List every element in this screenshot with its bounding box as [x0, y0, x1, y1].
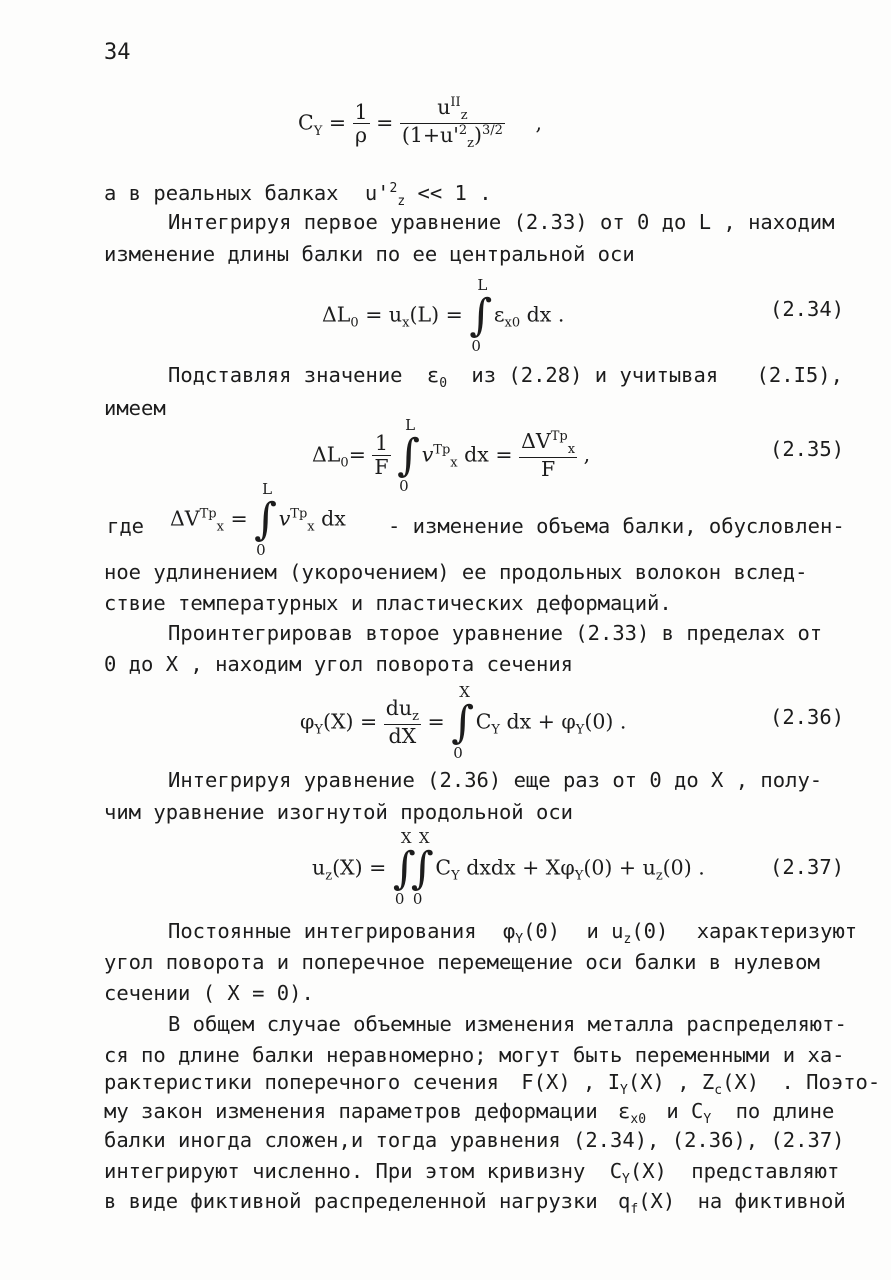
paragraph-line: сечении ( X = 0).	[104, 981, 314, 1005]
paragraph-line: изменение длины балки по ее центральной оси	[104, 242, 635, 266]
fraction-one-over-rho: $\frac{1}{\rho}$	[354, 99, 368, 148]
paragraph-line: ное удлинением (укорочением) ее продольных волокон вслед-	[104, 560, 808, 584]
equation-2-36: $\varphi_Y(X)$ = $\frac{du_z}{dX}$ = ∫ X 0 $C_Y$ dx + $\varphi_Y(0)$ .	[300, 682, 627, 762]
paragraph-line: Интегрируя уравнение (2.36) еще раз от 0 до X , полу-	[168, 768, 823, 792]
equation-number: (2.37)	[770, 855, 845, 879]
paragraph-line: му закон изменения параметров деформации $\varepsilon_{x0}$ и $C_Y$ по длине	[104, 1099, 835, 1128]
paragraph-line: Интегрируя первое уравнение (2.33) от 0 до L , находим	[168, 210, 835, 234]
equation-number: (2.36)	[770, 705, 845, 729]
paragraph-line: Постоянные интегрирования $\varphi_Y(0)$ и $u_z(0)$ характеризуют	[168, 919, 858, 948]
paragraph-line: интегрируют численно. При этом кривизну $C_Y(X)$ представляют	[104, 1159, 840, 1188]
equation-number: (2.34)	[770, 297, 845, 321]
page-number: 34	[104, 40, 131, 65]
paragraph-line: чим уравнение изогнутой продольной оси	[104, 800, 573, 824]
paragraph-line: ствие температурных и пластических деформаций.	[104, 591, 672, 615]
integral-sign: ∫ L 0	[397, 415, 421, 495]
integral-sign: ∫ L 0	[469, 276, 493, 355]
fraction-second-derivative: $\frac{u^{II}_z}{(1+u'^2_z)^{3/2}}$	[401, 95, 503, 152]
paragraph-line: балки иногда сложен,и тогда уравнения (2.34), (2.36), (2.37)	[104, 1128, 845, 1152]
paragraph-line: Проинтегрировав второе уравнение (2.33) в пределах от	[168, 621, 823, 645]
paragraph-line: Подставляя значение $\varepsilon_0$ из (2.28) и учитывая (2.I5),	[168, 363, 843, 392]
line-real-beams: а в реальных балках $u'^2_z << 1$ .	[104, 181, 492, 210]
paragraph-line: 0 до X , находим угол поворота сечения	[104, 652, 573, 676]
where-formula: $\Delta V^{Тр}_x$ = ∫ L 0 $v^{Тр}_x$ dx	[170, 480, 346, 559]
paragraph-line: в виде фиктивной распределенной нагрузки $q_f(X)$ на фиктивной	[104, 1189, 846, 1218]
paragraph-line: - изменение объема балки, обусловлен-	[388, 514, 845, 538]
integral-sign: ∫ L 0	[254, 480, 278, 559]
paragraph-line: угол поворота и поперечное перемещение оси балки в нулевом	[104, 950, 820, 974]
equation-2-37: $u_z(X)$ = ∫ X 0 ∫ X 0 $C_Y$ dxdx + $X\varphi_Y(0) + u_z(0)$ .	[312, 829, 705, 908]
equation-number: (2.35)	[770, 437, 845, 461]
equation-2-34: $\Delta L_0 = u_x(L)$ = ∫ L 0 $\varepsilon_{x0}$ dx .	[322, 276, 565, 355]
paragraph-line: имеем	[104, 396, 166, 420]
where-definition: где	[107, 514, 145, 538]
equation-2-35: $\Delta L_0=$ $\frac{1}{F}$ ∫ L 0 $v^{Тр}_x$ dx = $\frac{\Delta V^{Тр}_x}{F}$ ,	[312, 415, 591, 495]
paragraph-line: ся по длине балки неравномерно; могут быть переменными и ха-	[104, 1043, 845, 1067]
integral-sign: ∫ X 0	[410, 829, 434, 908]
paragraph-line: В общем случае объемные изменения металла распределяют-	[168, 1012, 847, 1036]
integral-sign: ∫ X 0	[451, 682, 475, 762]
paragraph-line: рактеристики поперечного сечения F(X) , $I_Y(X)$ , $Z_c(X)$ . Поэто-	[104, 1070, 881, 1099]
integral-sign: ∫ X 0	[392, 829, 416, 908]
formula-curvature: $C_Y$ = $\frac{1}{\rho}$ = $\frac{u^{II}_z}{(1+u'^2_z)^{3/2}}$ ,	[298, 95, 543, 152]
